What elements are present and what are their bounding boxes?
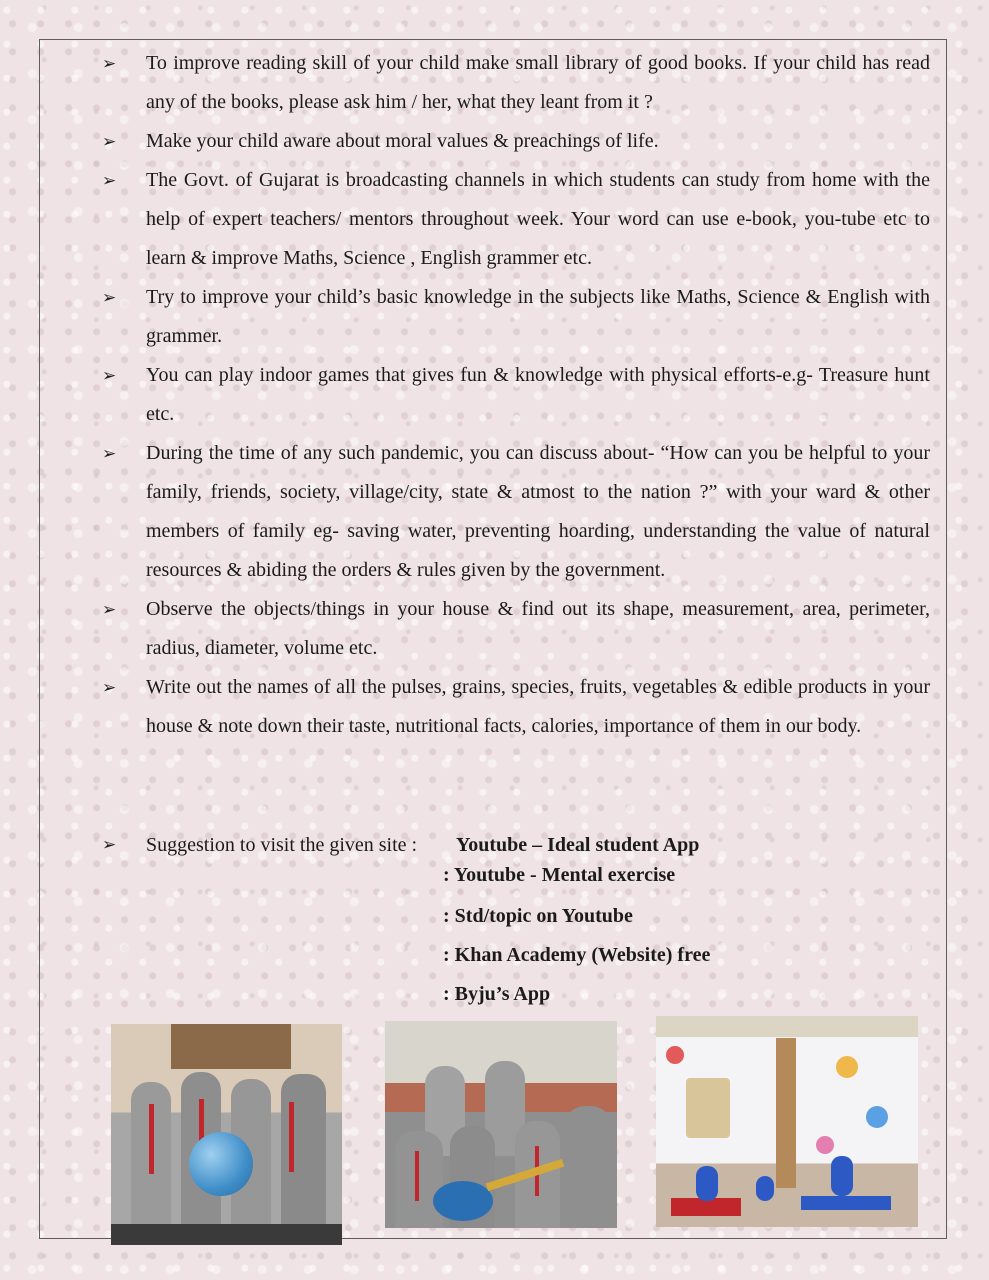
list-item: [0, 434, 989, 590]
arrow-bullet-icon: ➢: [102, 366, 117, 385]
suggestion-sites: [443, 828, 863, 1014]
site-item: Youtube – Ideal student App: [456, 834, 700, 856]
arrow-bullet-icon: ➢: [102, 835, 117, 854]
site-item: : Youtube - Mental exercise: [443, 864, 676, 886]
arrow-bullet-icon: ➢: [102, 288, 117, 307]
tip-text: Make your child aware about moral values & preachings of life.: [146, 130, 659, 152]
tip-text: To improve reading skill of your child make small library of good books. If your child has read any of the books, please ask him / her, what they leant from it ?: [146, 52, 930, 113]
tip-text: During the time of any such pandemic, you can discuss about- “How can you be helpful to your family, friends, society, village/city, state & atmost to the nation ?” with your ward & other members of family eg- saving water, preventing hoarding, understanding the value of natural resources & abiding the orders & rules given by the government.: [146, 442, 930, 581]
tip-text: The Govt. of Gujarat is broadcasting channels in which students can study from home with the help of expert teachers/ mentors throughout week. Your word can use e-book, you-tube etc to learn & improve Maths, Science , English grammer etc.: [146, 169, 930, 269]
tips-list: [0, 44, 989, 746]
tip-text: Write out the names of all the pulses, grains, species, fruits, vegetables & edible products in your house & note down their taste, nutritional facts, calories, importance of them in our body.: [146, 676, 930, 737]
list-item: [0, 44, 989, 122]
arrow-bullet-icon: ➢: [102, 171, 117, 190]
photo-students-yoga: [656, 1016, 918, 1227]
arrow-bullet-icon: ➢: [102, 54, 117, 73]
arrow-bullet-icon: ➢: [102, 600, 117, 619]
site-item: : Khan Academy (Website) free: [443, 944, 711, 966]
list-item: [0, 590, 989, 668]
photo-students-music-band: [385, 1021, 617, 1228]
photo-students-with-globe: [111, 1024, 342, 1245]
list-item: [0, 122, 989, 161]
site-item: : Byju’s App: [443, 983, 551, 1005]
arrow-bullet-icon: ➢: [102, 678, 117, 697]
arrow-bullet-icon: ➢: [102, 444, 117, 463]
site-item: : Std/topic on Youtube: [443, 905, 633, 927]
list-item: [0, 356, 989, 434]
arrow-bullet-icon: ➢: [102, 132, 117, 151]
list-item: [0, 161, 989, 278]
suggestion-intro-text: Suggestion to visit the given site :: [146, 834, 418, 856]
suggestion-intro: [146, 828, 417, 862]
tip-text: Try to improve your child’s basic knowledge in the subjects like Maths, Science & English with grammer.: [146, 286, 930, 347]
tip-text: You can play indoor games that gives fun & knowledge with physical efforts-e.g- Treasure hunt etc.: [146, 364, 930, 425]
list-item: [0, 278, 989, 356]
list-item: [0, 668, 989, 746]
tip-text: Observe the objects/things in your house & find out its shape, measurement, area, perimeter, radius, diameter, volume etc.: [146, 598, 930, 659]
